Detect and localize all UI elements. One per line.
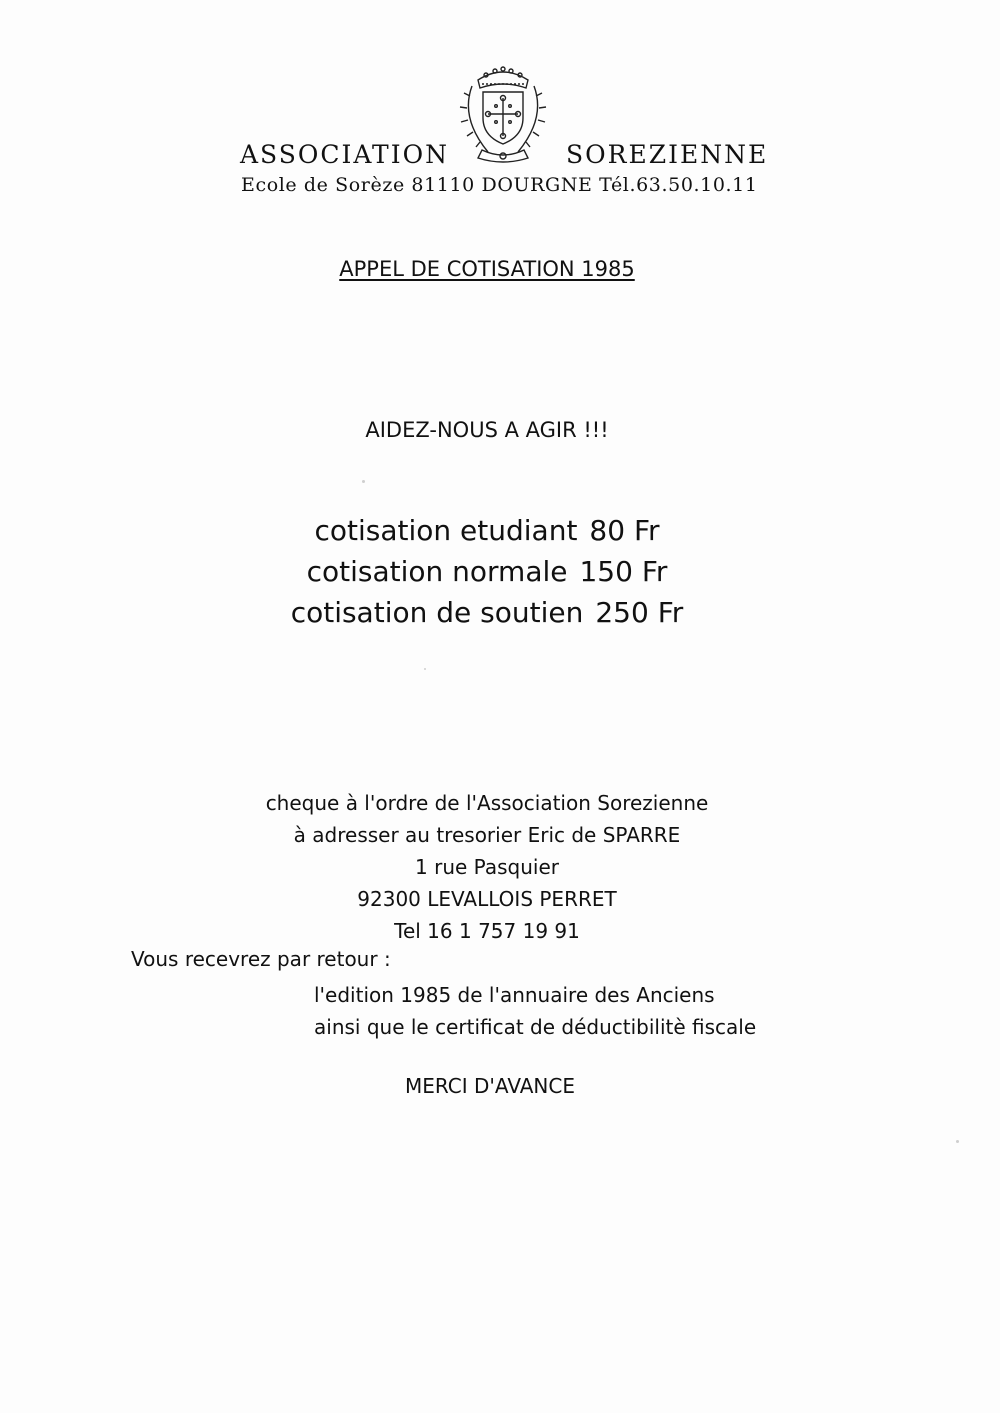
rate-amount: 150 Fr: [579, 555, 668, 588]
rate-amount: 80 Fr: [589, 514, 660, 547]
rate-line-normal: [0, 551, 974, 592]
payment-line: 1 rue Pasquier: [415, 855, 559, 879]
scan-speck: [362, 480, 365, 483]
letterhead-address: Ecole de Sorèze 81110 DOURGNE Tél.63.50.10.11: [241, 174, 758, 196]
payment-line: 92300 LEVALLOIS PERRET: [357, 887, 617, 911]
return-item: ainsi que le certificat de déductibilitè fiscale: [314, 1015, 757, 1039]
rate-line-support: [0, 592, 974, 633]
rate-line-student: [0, 510, 974, 551]
org-name-left: ASSOCIATION: [240, 140, 449, 169]
return-item: l'edition 1985 de l'annuaire des Anciens: [314, 983, 715, 1007]
document-title: APPEL DE COTISATION 1985: [339, 257, 635, 281]
closing-line: MERCI D'AVANCE: [405, 1074, 575, 1098]
rate-amount: 250 Fr: [595, 596, 684, 629]
org-name-right: SOREZIENNE: [566, 140, 769, 169]
rate-label: cotisation de soutien: [290, 596, 584, 629]
return-items: [314, 979, 756, 1043]
rate-label: cotisation etudiant: [314, 514, 578, 547]
payment-line: Tel 16 1 757 19 91: [394, 919, 580, 943]
payment-line: cheque à l'ordre de l'Association Sorezienne: [265, 791, 709, 815]
scan-speck: [956, 1140, 959, 1143]
payment-line: à adresser au tresorier Eric de SPARRE: [293, 823, 681, 847]
crest-emblem-icon: [452, 58, 554, 166]
rates-list: [0, 510, 974, 633]
slogan: AIDEZ-NOUS A AGIR !!!: [365, 418, 609, 442]
rate-label: cotisation normale: [306, 555, 568, 588]
return-label: Vous recevrez par retour :: [131, 947, 391, 971]
scan-speck: [424, 668, 426, 670]
payment-instructions: [0, 787, 974, 947]
